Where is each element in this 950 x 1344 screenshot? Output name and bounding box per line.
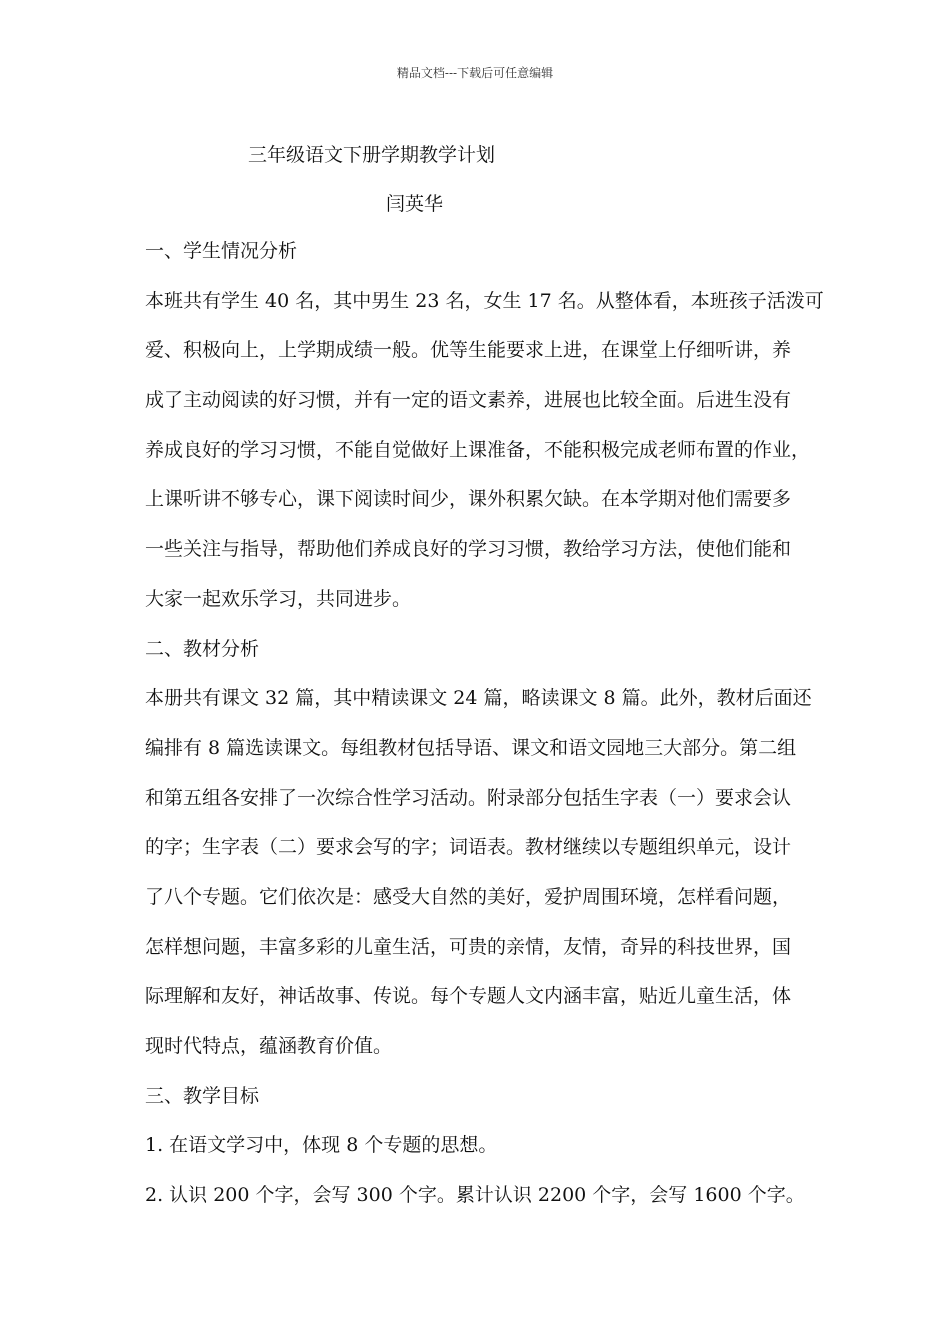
body-line: 和第五组各安排了一次综合性学习活动。附录部分包括生字表（一）要求会认 (145, 786, 792, 809)
goal-item-2: 2. 认识 200 个字，会写 300 个字。累计认识 2200 个字，会写 1600 个字。 (145, 1184, 805, 1207)
document-title: 三年级语文下册学期教学计划 (248, 144, 496, 166)
section-heading-teaching-goals: 三、教学目标 (145, 1084, 260, 1107)
section-heading-student-analysis: 一、学生情况分析 (145, 240, 298, 262)
body-line: 上课听讲不够专心，课下阅读时间少，课外积累欠缺。在本学期对他们需要多 (145, 488, 792, 511)
body-line: 际理解和友好，神话故事、传说。每个专题人文内涵丰富，贴近儿童生活，体 (145, 985, 792, 1008)
body-line: 的字；生字表（二）要求会写的字；词语表。教材继续以专题组织单元，设计 (145, 836, 792, 859)
body-line: 成了主动阅读的好习惯，并有一定的语文素养，进展也比较全面。后进生没有 (145, 389, 792, 412)
body-line: 现时代特点，蕴涵教育价值。 (145, 1035, 393, 1057)
section-heading-textbook-analysis: 二、教材分析 (145, 637, 260, 660)
body-line: 一些关注与指导，帮助他们养成良好的学习习惯，教给学习方法，使他们能和 (145, 538, 792, 561)
goal-item-1: 1. 在语文学习中，体现 8 个专题的思想。 (145, 1134, 498, 1157)
body-line: 爱、积极向上，上学期成绩一般。优等生能要求上进，在课堂上仔细听讲，养 (145, 339, 792, 362)
body-line: 本班共有学生 40 名，其中男生 23 名，女生 17 名。从整体看，本班孩子活泼可 (145, 289, 824, 312)
body-line: 怎样想问题，丰富多彩的儿童生活，可贵的亲情，友情，奇异的科技世界，国 (145, 935, 792, 958)
body-line: 编排有 8 篇选读课文。每组教材包括导语、课文和语文园地三大部分。第二组 (145, 736, 797, 759)
page-header-note: 精品文档---下载后可任意编辑 (396, 66, 554, 80)
document-body (145, 237, 824, 1231)
body-line: 养成良好的学习习惯，不能自觉做好上课准备，不能积极完成老师布置的作业， (145, 438, 811, 461)
document-author: 闫英华 (386, 193, 444, 215)
body-line: 大家一起欢乐学习，共同进步。 (145, 587, 412, 610)
body-line: 本册共有课文 32 篇，其中精读课文 24 篇，略读课文 8 篇。此外，教材后面还 (145, 687, 812, 710)
body-line: 了八个专题。它们依次是：感受大自然的美好，爱护周围环境，怎样看问题， (145, 885, 792, 908)
